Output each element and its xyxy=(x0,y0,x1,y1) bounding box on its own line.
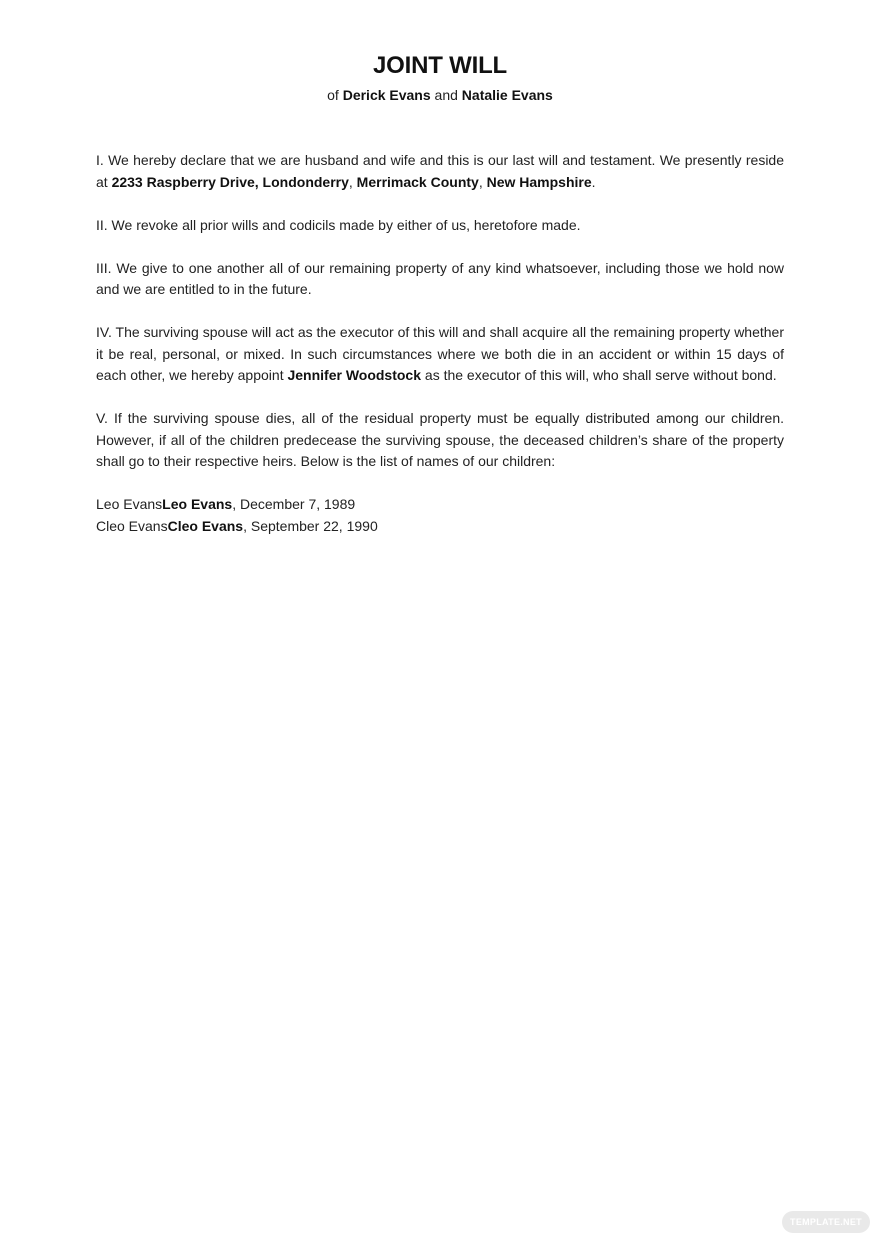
child-birth-date: , December 7, 1989 xyxy=(232,496,356,512)
separator: , xyxy=(478,173,487,190)
paragraph-residual-distribution: V. If the surviving spouse dies, all of the residual property must be equally distributed among our children. However, if all of the children predecease the surviving spouse, the deceased children’s share of the property shall go to their respective heirs. Below is the list of names of our children: xyxy=(96,410,784,469)
list-item xyxy=(96,516,784,538)
child-name-bold: Leo Evans xyxy=(162,496,233,512)
child-name-bold: Cleo Evans xyxy=(167,517,244,534)
watermark-badge: TEMPLATE.NET xyxy=(782,1211,870,1233)
paragraph-declaration xyxy=(96,150,784,193)
residence-state: New Hampshire xyxy=(486,173,592,190)
separator: , xyxy=(348,173,357,190)
paragraph-end: . xyxy=(591,173,596,190)
child-birth-date: , September 22, 1990 xyxy=(243,517,378,534)
spouse-2-name: Natalie Evans xyxy=(461,87,553,103)
children-list xyxy=(96,494,784,537)
paragraph-executor xyxy=(96,322,784,387)
spouse-1-name: Derick Evans xyxy=(342,87,431,103)
paragraph-text: I. We hereby declare that we are husband and wife and this is our last will and testament. We presently reside at xyxy=(96,152,784,190)
subtitle-connector: and xyxy=(434,87,458,103)
child-name-plain: Cleo Evans xyxy=(96,517,168,534)
executor-name: Jennifer Woodstock xyxy=(287,367,422,383)
residence-county: Merrimack County xyxy=(356,173,479,190)
paragraph-text: IV. The surviving spouse will act as the executor of this will and shall acquire all the remaining property whether it be real, personal, or mixed. In such circumstances where we both die in an accident or within 15 days of each other, we hereby appoint xyxy=(96,324,784,383)
residence-address: 2233 Raspberry Drive, Londonderry xyxy=(111,173,349,190)
paragraph-mutual-gift: III. We give to one another all of our remaining property of any kind whatsoever, including those we hold now and we are entitled to in the future. xyxy=(96,259,784,297)
document-body xyxy=(96,150,784,537)
paragraph-text: as the executor of this will, who shall serve without bond. xyxy=(421,367,777,383)
list-item xyxy=(96,494,784,516)
paragraph-revocation: II. We revoke all prior wills and codicils made by either of us, heretofore made. xyxy=(96,216,581,233)
document-subtitle xyxy=(0,87,880,103)
subtitle-prefix: of xyxy=(327,87,339,103)
child-name-plain: Leo Evans xyxy=(96,496,163,512)
document-title: JOINT WILL xyxy=(373,52,507,79)
